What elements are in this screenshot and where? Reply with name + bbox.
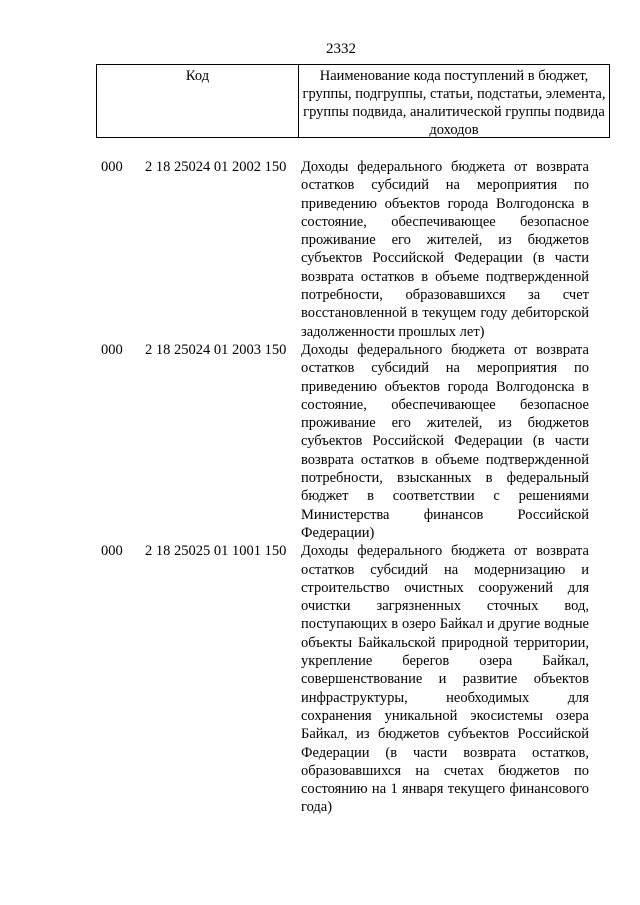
income-description: Доходы федерального бюджета от возврата остатков субсидий на модернизацию и строительство очистных сооружений для очистки загрязненных сточных вод, поступающих в озеро Байкал и другие водные объекты Байкальской природной территории, укрепление берегов озера Байкал, совершенствование и развитие объектов инфраструктуры, необходимых для сохранения уникальной экосистемы озера Байкал, из бюджетов субъектов Российской Федерации (в части возврата остатков, образовавшихся на счетах бюджетов по состоянию на 1 января текущего финансового года): [301, 543, 589, 816]
income-code: 2 18 25025 01 1001 150: [145, 543, 287, 560]
table-row: [0, 341, 640, 542]
table-header: [96, 64, 610, 138]
admin-code: 000: [101, 159, 123, 175]
income-code: 2 18 25024 01 2002 150: [145, 159, 287, 175]
header-name-column: Наименование кода поступлений в бюджет, группы, подгруппы, статьи, подстатьи, элемента, группы подвида, аналитической группы подвида доходов: [302, 68, 606, 138]
table-row: [0, 542, 640, 816]
header-code-column: Код: [97, 65, 299, 137]
table-body: [0, 158, 640, 817]
income-code: 2 18 25024 01 2003 150: [145, 341, 287, 358]
admin-code: 000: [101, 341, 123, 358]
income-description: Доходы федерального бюджета от возврата остатков субсидий на мероприятия по приведению объектов города Волгодонска в состояние, обеспечивающее безопасное проживание его жителей, из бюджетов субъектов Российской Федерации (в части возврата остатков в объеме подтвержденной потребности, образовавшихся за счет восстановленной в текущем году дебиторской задолженности прошлых лет): [301, 159, 589, 340]
income-description: Доходы федерального бюджета от возврата остатков субсидий на мероприятия по приведению объектов города Волгодонска в состояние, обеспечивающее безопасное проживание его жителей, из бюджетов субъектов Российской Федерации (в части возврата остатков в объеме подтвержденной потребности, взысканных в федеральный бюджет в соответствии с решениями Министерства финансов Российской Федерации): [301, 341, 589, 541]
table-row: [0, 158, 640, 341]
admin-code: 000: [101, 543, 123, 560]
page-number: 2332: [326, 41, 356, 57]
